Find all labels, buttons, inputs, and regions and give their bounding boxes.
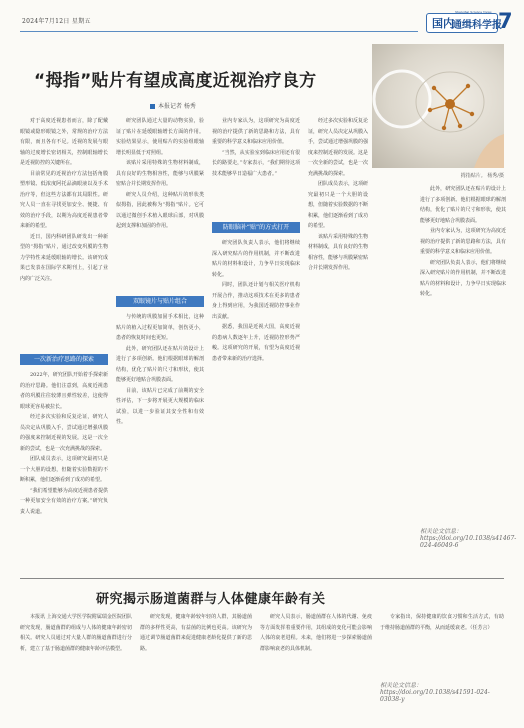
brand-english: Shanghai Science News: [455, 10, 492, 14]
paragraph: 该贴片采用特殊的生物材料制成，具有良好的生物相容性，能够与巩膜紧密贴合并长期发挥作用。: [116, 160, 204, 187]
thumb-patch-illustration: [372, 44, 504, 168]
paragraph: “当然，从实验室到临床应用还有很长的路要走，”专家表示，“我们期待这项技术能够早日造福广大患者。”: [212, 149, 300, 177]
paragraph: 本报讯 上海交通大学医学院附属瑞金医院团队研究发现，肠道菌群的组成与人体的健康年龄密切相关。研究人员通过对大量人群的肠道菌群进行分析，建立了基于肠道菌群的健康年龄评估模型。: [20, 614, 132, 652]
subhead-1: 一次新治疗思路的探索: [20, 354, 108, 365]
paragraph: 据悉，我国是近视大国，高度近视的患病人数逐年上升，近视防控形势严峻。这项研究的开展，有望为高度近视患者带来新的治疗选择。: [212, 324, 300, 362]
paragraph: 近日，国内科研团队研发出一种新型的“拇指”贴片，通过改变巩膜的生物力学特性来延缓眼轴的增长。该研究成果已发表在国际学术期刊上，引起了业内的广泛关注。: [20, 233, 108, 282]
article2-column-3: [260, 612, 372, 720]
header-rule: [20, 31, 418, 32]
article1-column-2: [116, 116, 204, 294]
paragraph: 研究团队通过大量的动物实验，验证了贴片在延缓眼轴增长方面的作用。实验结果显示，使用贴片的实验组眼轴增长明显低于对照组。: [116, 118, 204, 156]
article1-column-1: [20, 116, 108, 378]
paragraph: 业内专家认为，这项研究为高度近视的治疗提供了新的思路和方法，具有重要的科学意义和临床应用价值。: [212, 118, 300, 145]
paragraph: 经过多次实验和反复论证，研究人员决定从巩膜入手，尝试通过增强巩膜的强度来控制近视的发展。这是一次全新的尝试，也是一次充满挑战的探索。: [20, 414, 108, 452]
article2-column-2: [140, 612, 252, 720]
paragraph: 目前，该贴片已完成了前期的安全性评估，下一步将开展更大规模的临床试验，以进一步验证其安全性和有效性。: [116, 387, 204, 425]
paragraph: 目前常见的近视治疗方法包括角膜塑形镜、低浓度阿托品滴眼液以及手术治疗等，但这些方法都有其局限性。研究人员一直在寻找更加安全、便捷、有效的治疗手段，以期为高度近视患者带来新的希望。: [20, 170, 108, 229]
article1-column-3b: [212, 238, 300, 570]
article-separator: [20, 578, 504, 579]
paragraph: 经过多次实验和反复论证，研究人员决定从巩膜入手，尝试通过增强巩膜的强度来控制近视的发展。这是一次全新的尝试，也是一次充满挑战的探索。: [308, 118, 368, 177]
page-number: 7: [498, 9, 513, 33]
byline: 本报记者 杨秀: [150, 101, 196, 110]
article1-column-1b: [20, 370, 108, 570]
article2-column-4: [380, 612, 504, 674]
issue-date: 2024年7月12日 星期五: [22, 18, 91, 25]
article-photo: [372, 44, 504, 168]
article-title: “拇指”贴片有望成高度近视治疗良方: [34, 71, 317, 91]
paragraph: 研究人员介绍，这种贴片的形状类似拇指，因此被称为“拇指”贴片。它可以通过微创手术植入眼球后部，对巩膜起到支撑和加固的作用。: [116, 191, 204, 229]
article1-column-3: [212, 116, 300, 218]
paragraph: 该贴片采用特殊的生物材料制成，具有良好的生物相容性，能够与巩膜紧密贴合并长期发挥作用。: [308, 233, 368, 271]
brand-name: 通缉科学报: [452, 20, 502, 31]
article1-column-2b: [116, 312, 204, 570]
paragraph: 研究团队负责人表示，他们将继续深入研究贴片的作用机制，并不断改进贴片的材料和设计，力争早日实现临床转化。: [420, 259, 506, 297]
subhead-2: 双眼镜片与贴片组合: [116, 296, 204, 307]
reference-note: 相关论文信息：https://doi.org/10.1038/s41467-024-46049-6: [420, 528, 517, 549]
paragraph: 与传统的巩膜加固手术相比，这种贴片的植入过程更加简单，创伤更小，患者的恢复时间也更短。: [116, 314, 204, 341]
article2-title: 研究揭示肠道菌群与人体健康年龄有关: [96, 592, 326, 607]
photo-caption: 拇指贴片。 杨秀/摄: [460, 173, 504, 179]
paragraph: 2022年，研究团队开始着手探索新的治疗思路。他们注意到，高度近视患者的巩膜往往较薄且弹性较差，这使得眼球更容易被拉长。: [20, 372, 108, 410]
paragraph: 团队成员表示，这项研究最初只是一个大胆的设想，但随着实验数据的不断积累，他们逐渐看到了成功的希望。: [308, 181, 368, 229]
article2-column-1: [20, 612, 132, 720]
article1-column-5: [420, 184, 506, 524]
subhead-3: 防眼脑补“贴”的方式打开: [212, 222, 300, 233]
paragraph: 专家指出，保持健康的饮食习惯和生活方式，有助于维持肠道菌群的平衡，从而延缓衰老。（任芳言）: [380, 614, 504, 631]
article2-reference-note: 相关论文信息：https://doi.org/10.1038/s41591-024-03038-y: [380, 682, 490, 703]
paragraph: 研究团队负责人表示，他们将继续深入研究贴片的作用机制，并不断改进贴片的材料和设计，力争早日实现临床转化。: [212, 240, 300, 278]
paragraph: 业内专家认为，这项研究为高度近视的治疗提供了新的思路和方法，具有重要的科学意义和临床应用价值。: [420, 228, 506, 255]
paragraph: “我们希望能够为高度近视患者提供一种更加安全有效的治疗方案。”研究负责人说道。: [20, 487, 108, 515]
paragraph: 研究人员表示，肠道菌群在人体的代谢、免疫等方面发挥着重要作用，其组成的变化可能会影响人体的衰老进程。未来，他们将进一步探索肠道菌群影响衰老的具体机制。: [260, 614, 372, 652]
section-label: 国内: [432, 17, 454, 30]
paragraph: 对于高度近视患者而言，除了配戴眼镜或隐形眼镜之外，常规的治疗方法有限，而且各有不足。近视的发展与眼轴的过度增长密切相关，控制眼轴增长是近视防控的关键所在。: [20, 118, 108, 166]
paragraph: 团队成员表示，这项研究最初只是一个大胆的设想，但随着实验数据的不断积累，他们逐渐看到了成功的希望。: [20, 456, 108, 483]
article1-column-4: [308, 116, 368, 570]
paragraph: 研究发现，健康年龄较年轻的人群，其肠道菌群的多样性更高，有益菌的比例也更高。该研究为通过调节肠道菌群来促进健康老龄化提供了新的思路。: [140, 614, 252, 652]
paragraph: 此外，研究团队还在贴片的设计上进行了多项创新。他们根据眼球的解剖结构，优化了贴片的尺寸和形状，使其能够更好地贴合巩膜表面。: [116, 345, 204, 383]
paragraph: 同时，团队还计划与相关医疗机构开展合作，推动这项技术在更多的患者身上得到应用，为我国近视防控事业作出贡献。: [212, 282, 300, 320]
paragraph: 此外，研究团队还在贴片的设计上进行了多项创新。他们根据眼球的解剖结构，优化了贴片的尺寸和形状，使其能够更好地贴合巩膜表面。: [420, 186, 506, 224]
